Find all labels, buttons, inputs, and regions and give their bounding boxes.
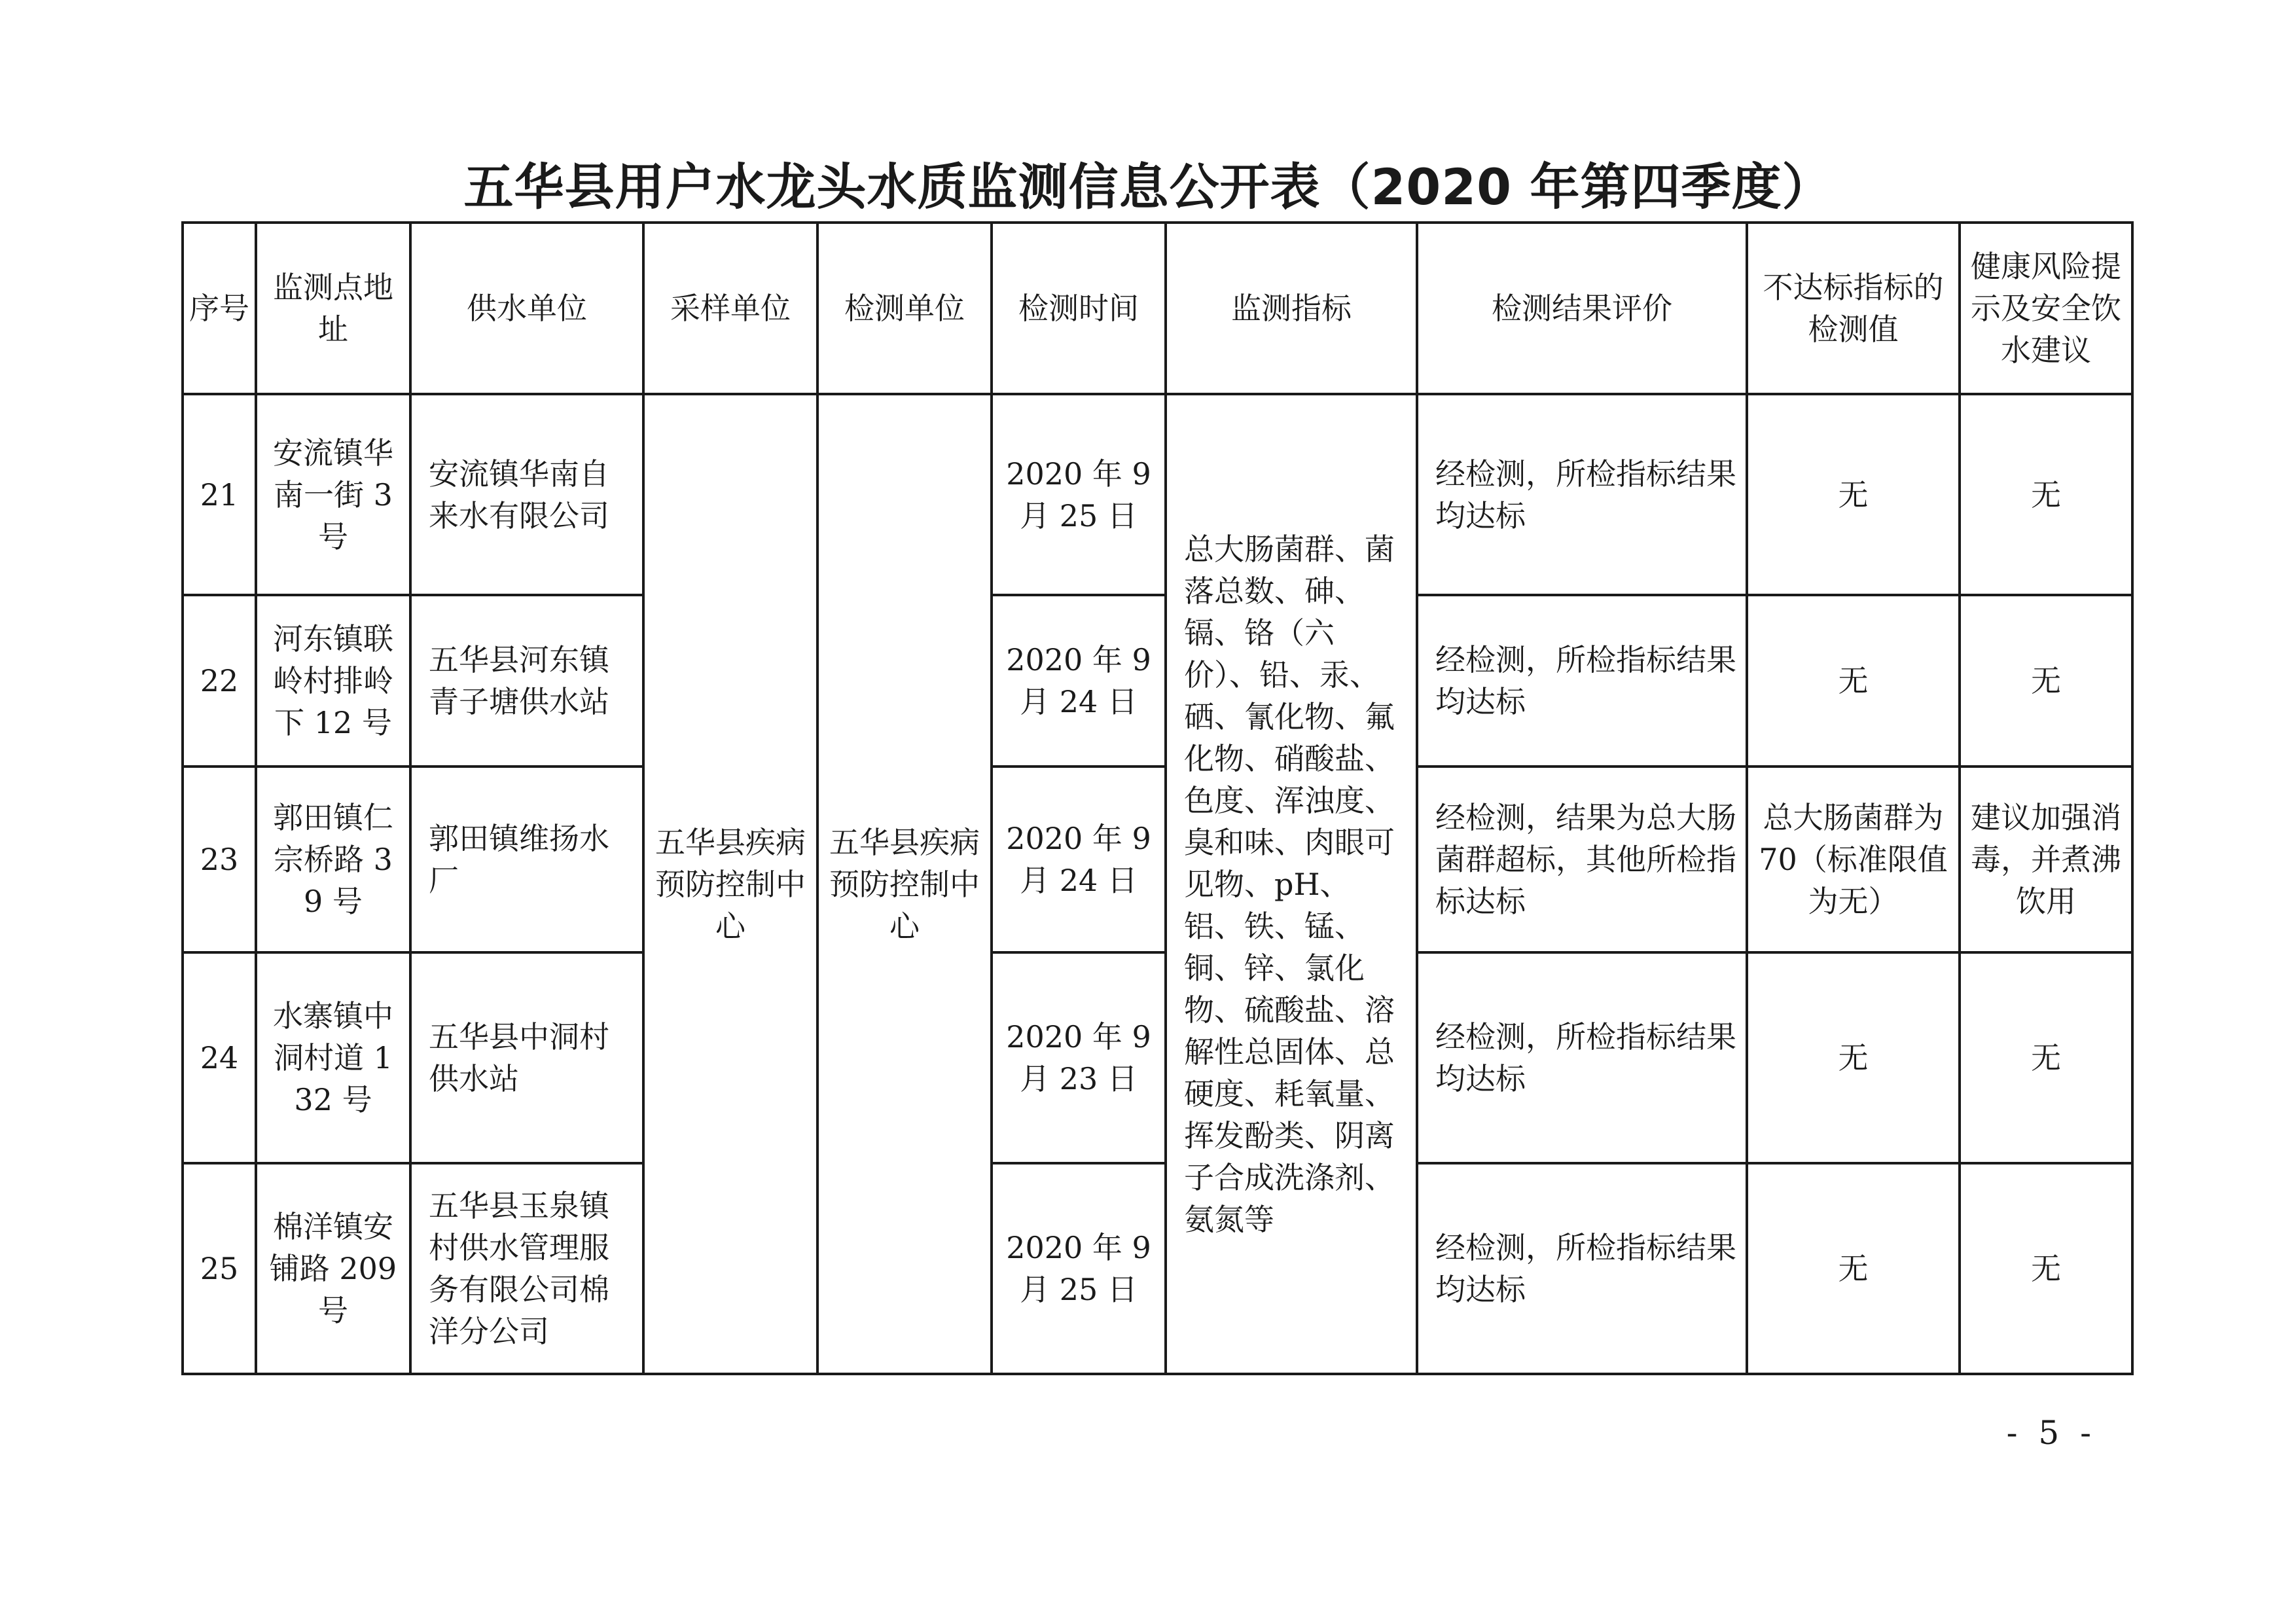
header-exceed-values: 不达标指标的检测值 [1747,223,1960,394]
cell-supplier: 五华县中洞村供水站 [410,952,643,1163]
cell-seq: 24 [183,952,256,1163]
cell-supplier: 五华县河东镇青子塘供水站 [410,595,643,767]
cell-tester: 五华县疾病预防控制中心 [817,394,992,1374]
cell-advice: 建议加强消毒，并煮沸饮用 [1960,767,2132,952]
page-title: 五华县用户水龙头水质监测信息公开表（2020 年第四季度） [463,158,1833,216]
cell-exceed-value: 无 [1747,1163,1960,1374]
cell-address: 安流镇华南一街 3 号 [256,394,410,595]
cell-evaluation: 经检测，所检指标结果均达标 [1417,394,1747,595]
table-row [183,767,2132,952]
cell-evaluation: 经检测，结果为总大肠菌群超标，其他所检指标达标 [1417,767,1747,952]
cell-evaluation: 经检测，所检指标结果均达标 [1417,952,1747,1163]
cell-exceed-value: 总大肠菌群为 70（标准限值为无） [1747,767,1960,952]
cell-advice: 无 [1960,1163,2132,1374]
cell-time: 2020 年 9 月 25 日 [992,394,1166,595]
cell-time: 2020 年 9 月 24 日 [992,595,1166,767]
cell-evaluation: 经检测，所检指标结果均达标 [1417,595,1747,767]
water-quality-table [181,221,2134,1375]
cell-seq: 22 [183,595,256,767]
cell-supplier: 五华县玉泉镇村供水管理服务有限公司棉洋分公司 [410,1163,643,1374]
header-row [183,223,2132,394]
cell-address: 河东镇联岭村排岭下 12 号 [256,595,410,767]
cell-address: 棉洋镇安铺路 209 号 [256,1163,410,1374]
table-row [183,1163,2132,1374]
cell-advice: 无 [1960,394,2132,595]
header-evaluation: 检测结果评价 [1417,223,1747,394]
table-row [183,952,2132,1163]
cell-exceed-value: 无 [1747,952,1960,1163]
page-number: - 5 - [2006,1414,2096,1452]
header-tester: 检测单位 [817,223,992,394]
header-sampler: 采样单位 [643,223,817,394]
header-supplier: 供水单位 [410,223,643,394]
header-seq: 序号 [183,223,256,394]
cell-time: 2020 年 9 月 25 日 [992,1163,1166,1374]
table-row [183,595,2132,767]
header-advice: 健康风险提示及安全饮水建议 [1960,223,2132,394]
cell-indicators: 总大肠菌群、菌落总数、砷、镉、铬（六价）、铅、汞、硒、氰化物、氟化物、硝酸盐、色度、浑浊度、臭和味、肉眼可见物、pH、铝、铁、锰、铜、锌、氯化物、硫酸盐、溶解性总固体、总硬度、耗氧量、挥发酚类、阴离子合成洗涤剂、氨氮等 [1166,394,1417,1374]
header-indicators: 监测指标 [1166,223,1417,394]
cell-address: 郭田镇仁宗桥路 39 号 [256,767,410,952]
cell-exceed-value: 无 [1747,595,1960,767]
cell-seq: 25 [183,1163,256,1374]
cell-advice: 无 [1960,952,2132,1163]
table-row [183,394,2132,595]
cell-time: 2020 年 9 月 24 日 [992,767,1166,952]
cell-exceed-value: 无 [1747,394,1960,595]
cell-seq: 21 [183,394,256,595]
cell-address: 水寨镇中洞村道 132 号 [256,952,410,1163]
cell-advice: 无 [1960,595,2132,767]
cell-evaluation: 经检测，所检指标结果均达标 [1417,1163,1747,1374]
cell-sampler: 五华县疾病预防控制中心 [643,394,817,1374]
cell-seq: 23 [183,767,256,952]
cell-supplier: 安流镇华南自来水有限公司 [410,394,643,595]
header-address: 监测点地址 [256,223,410,394]
cell-supplier: 郭田镇维扬水厂 [410,767,643,952]
cell-time: 2020 年 9 月 23 日 [992,952,1166,1163]
header-time: 检测时间 [992,223,1166,394]
